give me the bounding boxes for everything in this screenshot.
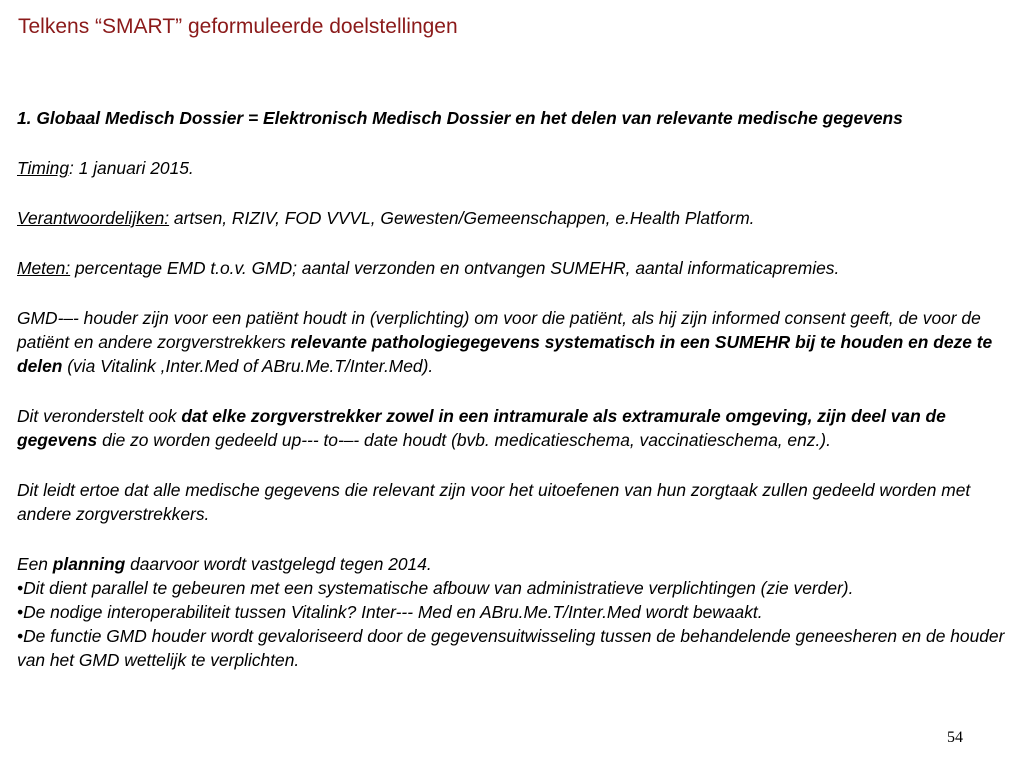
verantwoordelijken-label: Verantwoordelijken: [17, 208, 170, 228]
meten-line [17, 256, 1007, 280]
planning-bullet-2: •De nodige interoperabiliteit tussen Vitalink? Inter--- Med en ABru.Me.T/Inter.Med wordt bewaakt. [17, 602, 763, 622]
timing-line [17, 156, 1007, 180]
gmd-text-1: GMD-–- houder zijn voor een patiënt houdt in (verplichting) om voor die patiënt, als hij zijn informed consent geeft, de voor de patiënt en andere zorgverstrekkers [17, 308, 981, 352]
verantwoordelijken-value: artsen, RIZIV, FOD VVVL, Gewesten/Gemeenschappen, e.Health Platform. [169, 208, 755, 228]
planning-line [17, 552, 1007, 576]
meten-value: percentage EMD t.o.v. GMD; aantal verzonden en ontvangen SUMEHR, aantal informaticapremies. [70, 258, 840, 278]
meten-label: Meten: [17, 258, 71, 278]
verantwoordelijken-line [17, 206, 1007, 230]
veronderstelt-paragraph [17, 404, 1007, 452]
slide-content [17, 106, 1007, 672]
timing-label: Timing [17, 158, 70, 178]
veronderstelt-text-2: die zo worden gedeeld up--- to-–- date houdt (bvb. medicatieschema, vaccinatieschema, enz.). [97, 430, 831, 450]
planning-bullet-3: •De functie GMD houder wordt gevaloriseerd door de gegevensuitwisseling tussen de behandelende geneesheren en de houder van het GMD wettelijk te verplichten. [17, 626, 1005, 670]
heading: 1. Globaal Medisch Dossier = Elektronisch Medisch Dossier en het delen van relevante medische gegevens [17, 108, 903, 128]
slide-title: Telkens “SMART” geformuleerde doelstellingen [18, 15, 458, 38]
planning-bold: planning [52, 554, 126, 574]
planning-text-2: daarvoor wordt vastgelegd tegen 2014. [125, 554, 432, 574]
veronderstelt-text-1: Dit veronderstelt ook [17, 406, 182, 426]
leidt-paragraph: Dit leidt ertoe dat alle medische gegevens die relevant zijn voor het uitoefenen van hun zorgtaak zullen gedeeld worden met andere zorgverstrekkers. [17, 480, 971, 524]
gmd-text-2: (via Vitalink ,Inter.Med of ABru.Me.T/Inter.Med). [62, 356, 434, 376]
planning-bullet-1: •Dit dient parallel te gebeuren met een systematische afbouw van administratieve verplichtingen (zie verder). [17, 578, 854, 598]
planning-text-1: Een [17, 554, 53, 574]
veronderstelt-bold: dat elke zorgverstrekker zowel in een intramurale als extramurale omgeving, zijn deel van de gegevens [17, 406, 946, 450]
gmd-paragraph [17, 306, 1007, 378]
timing-value: : 1 januari 2015. [69, 158, 194, 178]
page-number: 54 [947, 729, 963, 746]
gmd-bold: relevante pathologiegegevens systematisch in een SUMEHR bij te houden en deze te delen [17, 332, 993, 376]
